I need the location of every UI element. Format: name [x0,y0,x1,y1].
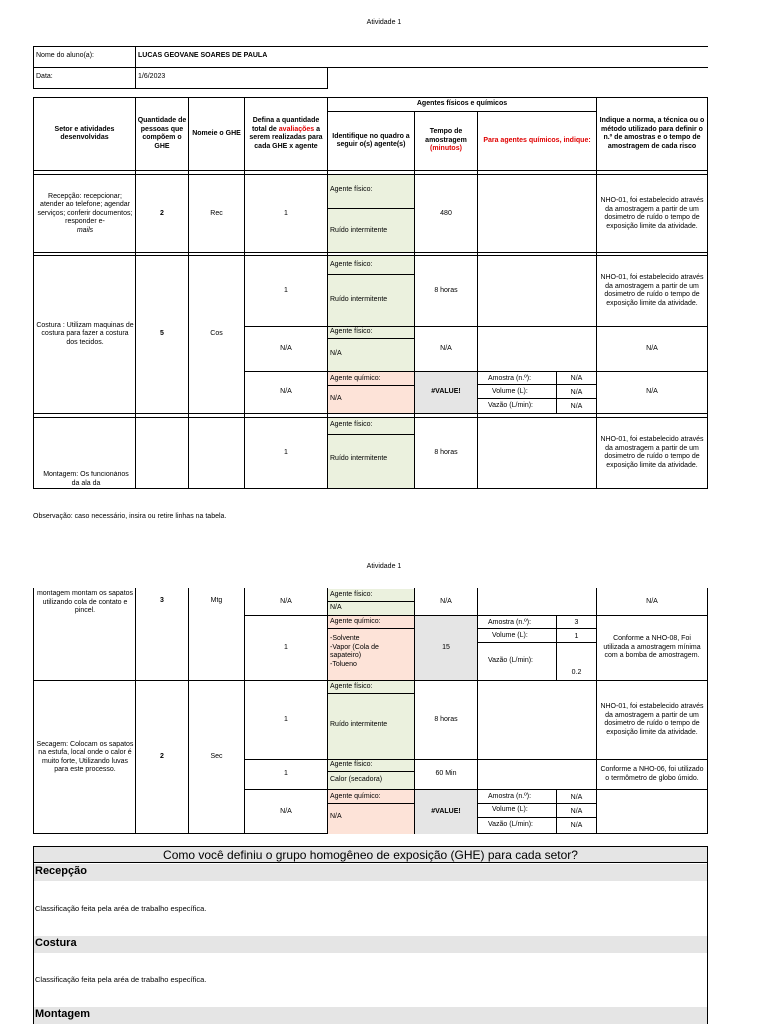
costura-r2-aval: N/A [280,344,292,352]
secagem-vazao-label: Vazão (L/min): [488,821,533,828]
costura-r3-norma: N/A [646,388,658,396]
student-name: LUCAS GEOVANE SOARES DE PAULA [136,46,708,68]
costura-volume-label: Volume (L): [492,388,528,395]
montagem-norma: NHO-01, foi estabelecido através da amostragem a partir de um dosimetro de ruído o tempo de exposição limite da atividade. [600,436,704,469]
p2-montagem-qtd: 3 [160,597,164,604]
ghe-answer-recepcao: Classificação feita pela aréa de trabalho específica. [35,904,207,913]
costura-r1-tempo: 8 horas [434,286,458,294]
recepcao-agent-value: Ruído intermitente [330,227,388,234]
costura-setor: Costura : Utilizam maquinas de costura para fazer a costura dos tecidos. [36,321,134,346]
p2-montagem-r1-aval: N/A [280,597,292,605]
costura-r2-label: Agente físico: [330,328,373,335]
p2-montagem-r2-aval: 1 [284,643,288,651]
costura-amostra: N/A [570,375,583,382]
costura-qtd: 5 [160,330,164,338]
header-agentes: Agentes físicos e químicos [416,100,508,107]
costura-ghe: Cos [210,330,223,338]
p2-montagem-r2-value-3: -Tolueno [330,660,357,668]
header-identifique: Identifique no quadro a seguir o(s) agente(s) [332,132,410,148]
costura-vazao-label: Vazão (L/min): [488,402,533,409]
date-label: Data: [33,68,136,89]
costura-vazao: N/A [570,403,583,410]
montagem-label: Agente físico: [330,421,373,428]
secagem-ghe: Sec [210,753,223,761]
montagem-value: Ruído intermitente [330,455,388,462]
secagem-r3-label: Agente químico: [330,793,381,800]
costura-r1-norma: NHO-01, foi estabelecido através da amostragem a partir de um dosimetro de ruído o tempo de exposição limite da atividade. [600,274,704,307]
ghe-answer-costura: Classificação feita pela aréa de trabalho específica. [35,975,207,984]
p2-montagem-volume: 1 [574,633,579,640]
p2-montagem-setor: montagem montam os sapatos utilizando cola de contato e pincel. [36,590,134,614]
recepcao-aval: 1 [284,209,288,217]
secagem-qtd: 2 [160,753,164,761]
header-defina: Defina a quantidade total de avaliações a serem realizadas para cada GHE x agente [249,117,323,150]
costura-r1-value: Ruído intermitente [330,296,388,303]
costura-r1-aval: 1 [284,286,288,294]
recepcao-ghe: Rec [210,209,223,217]
secagem-r2-norma: Conforme a NHO-06, foi utilizado o termômetro de globo úmido. [600,766,704,782]
secagem-r2-tempo: 60 Min [435,770,457,778]
date-value: 1/6/2023 [135,68,328,89]
p2-montagem-vazao-label: Vazão (L/min): [488,657,533,664]
secagem-r2-label: Agente físico: [330,761,373,768]
secagem-r1-tempo: 8 horas [434,715,458,723]
header-quimicos: Para agentes químicos, indique: [483,136,591,144]
page-title: Atividade 1 [366,19,402,26]
costura-r2-tempo: N/A [440,344,452,352]
costura-r1-label: Agente físico: [330,261,373,268]
header-qtd: Quantidade de pessoas que compõem o GHE [137,117,187,150]
ghe-question-title: Como você definiu o grupo homogêneo de exposição (GHE) para cada setor? [34,847,707,863]
secagem-setor: Secagem: Colocam os sapatos na estufa, local onde o calor é muito forte, Utilizando luvas para este processo. [36,740,134,773]
p2-montagem-r1-value: N/A [330,604,342,611]
secagem-r2-value: Calor (secadora) [330,776,383,783]
page2-title: Atividade 1 [366,563,402,570]
p2-montagem-r1-label: Agente físico: [330,591,373,598]
p2-montagem-amostra: 3 [574,619,579,626]
costura-r3-tempo: #VALUE! [415,372,477,413]
costura-r3-value: N/A [330,395,342,402]
recepcao-norma: NHO-01, foi estabelecido através da amostragem a partir de um dosimetro de ruído o tempo de exposição limite da atividade. [600,197,704,230]
costura-volume: N/A [570,389,583,396]
secagem-amostra: N/A [570,794,583,801]
costura-r2-value: N/A [330,350,342,357]
header-nomeie: Nomeie o GHE [192,129,241,137]
secagem-r2-aval: 1 [284,770,288,778]
costura-r2-norma: N/A [646,344,658,352]
costura-r3-label: Agente químico: [330,375,381,382]
recepcao-setor: Recepção: recepcionar; atender ao telefone; agendar serviços; conferir documentos; responder e- mails [37,192,133,234]
secagem-r3-aval: N/A [280,807,292,815]
p2-montagem-vazao: 0.2 [571,669,582,676]
secagem-r3-value: N/A [330,813,342,820]
ghe-section-recepcao: Recepção [34,864,707,881]
secagem-amostra-label: Amostra (n.º): [488,793,532,800]
p2-montagem-r2-label: Agente químico: [330,618,381,625]
recepcao-qtd: 2 [160,209,164,217]
p2-montagem-r1-norma: N/A [646,597,658,605]
secagem-r1-value: Ruído intermitente [330,721,388,728]
secagem-r1-norma: NHO-01, foi estabelecido através da amostragem a partir de um dosimetro de ruído o tempo de exposição limite da atividade. [600,703,704,736]
secagem-r1-aval: 1 [284,715,288,723]
observacao-note: Observação: caso necessário, insira ou retire linhas na tabela. [33,513,227,520]
p2-montagem-amostra-label: Amostra (n.º): [488,619,532,626]
p2-montagem-ghe: Mtg [210,597,223,604]
secagem-vazao: N/A [570,822,583,829]
p2-montagem-volume-label: Volume (L): [492,632,528,639]
secagem-r3-tempo: #VALUE! [415,790,477,834]
montagem-tempo: 8 horas [434,448,458,456]
student-label: Nome do aluno(a): [33,46,136,68]
header-setor: Setor e atividades desenvolvidas [54,125,115,141]
header-tempo: Tempo de amostragem (minutos) [425,128,467,153]
p2-montagem-r2-value-2: -Vapor (Cola de sapateiro) [330,643,379,659]
recepcao-agent-label: Agente físico: [330,186,373,193]
secagem-volume-label: Volume (L): [492,806,528,813]
header-norma: Indique a norma, a técnica ou o método utilizado para definir o n.º de amostras e o tempo de amostragem de cada risco [599,117,705,150]
secagem-volume: N/A [570,808,583,815]
p2-montagem-r2-value-1: -Solvente [330,635,360,642]
p2-montagem-r2-tempo: 15 [415,616,477,680]
montagem-aval: 1 [284,448,288,456]
montagem-setor: Montagem: Os funcionários da ala da [43,471,129,487]
recepcao-tempo: 480 [440,209,452,217]
ghe-section-montagem: Montagem [34,1007,707,1024]
costura-r3-aval: N/A [280,388,292,396]
ghe-section-costura: Costura [34,936,707,953]
secagem-r1-label: Agente físico: [330,683,373,690]
costura-amostra-label: Amostra (n.º): [488,375,532,382]
p2-montagem-r2-norma: Conforme a NHO-08, Foi utilizada a amostragem mínima com a bomba de amostragem. [603,635,701,660]
p2-montagem-r2-value [330,635,410,669]
p2-montagem-r1-tempo: N/A [440,597,452,605]
